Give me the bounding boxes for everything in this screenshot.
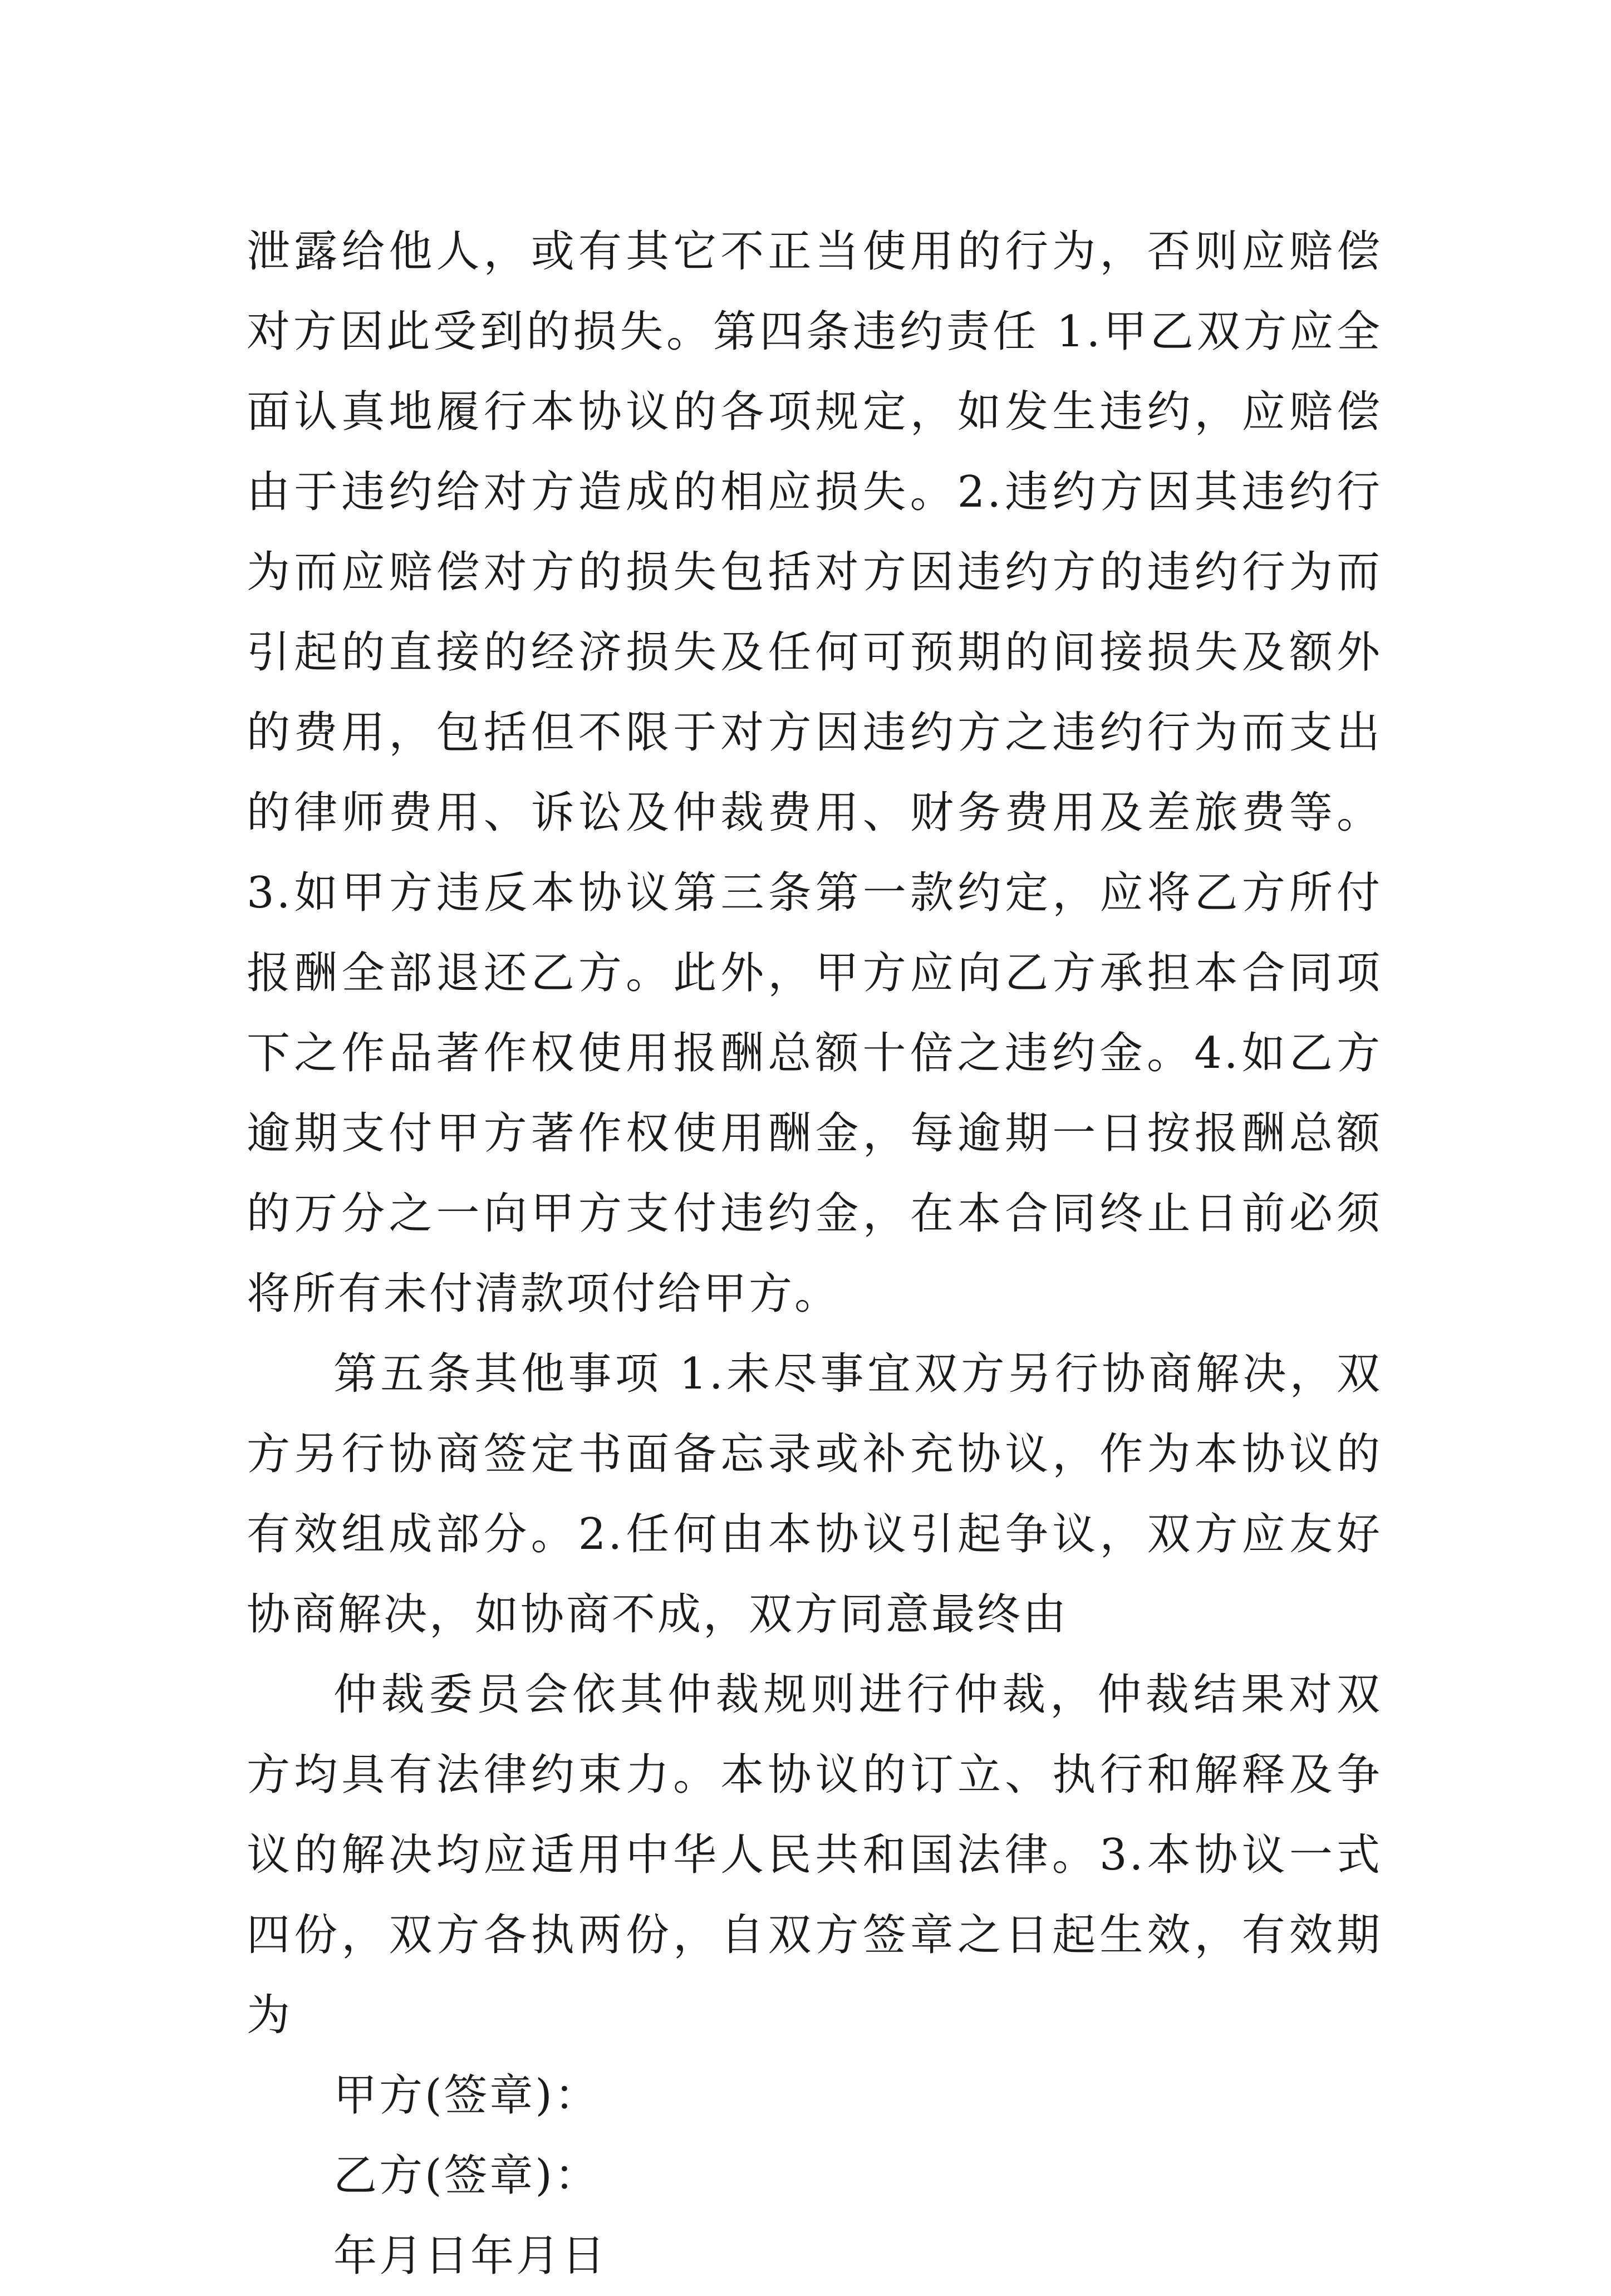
party-b-signature: 乙方(签章)： [333, 2151, 600, 2201]
document-body [247, 212, 1382, 2296]
paragraph-breach-liability: 泄露给他人，或有其它不正当使用的行为，否则应赔偿对方因此受到的损失。第四条违约责任 1.甲乙双方应全面认真地履行本协议的各项规定，如发生违约，应赔偿由于违约给对方造成的相应损失。2.违约方因其违约行为而应赔偿对方的损失包括对方因违约方的违约行为而引起的直接的经济损失及任何可预期的间接损失及额外的费用，包括但不限于对方因违约方之违约行为而支出的律师费用、诉讼及仲裁费用、财务费用及差旅费等。3.如甲方违反本协议第三条第一款约定，应将乙方所付报酬全部退还乙方。此外，甲方应向乙方承担本合同项下之作品著作权使用报酬总额十倍之违约金。4.如乙方逾期支付甲方著作权使用酬金，每逾期一日按报酬总额的万分之一向甲方支付违约金，在本合同终止日前必须将所有未付清款项付给甲方。 [247, 227, 1382, 1319]
party-a-signature: 甲方(签章)： [333, 2071, 600, 2121]
signature-dates: 年月日年月日 [333, 2231, 608, 2281]
paragraph-other-matters: 第五条其他事项 1.未尽事宜双方另行协商解决，双方另行协商签定书面备忘录或补充协议，作为本协议的有效组成部分。2.任何由本协议引起争议，双方应友好协商解决，如协商不成，双方同意最终由 [247, 1349, 1382, 1640]
paragraph-arbitration: 仲裁委员会依其仲裁规则进行仲裁，仲裁结果对双方均具有法律约束力。本协议的订立、执行和解释及争议的解决均应适用中华人民共和国法律。3.本协议一式四份，双方各执两份，自双方签章之日起生效，有效期为 [247, 1670, 1382, 2040]
